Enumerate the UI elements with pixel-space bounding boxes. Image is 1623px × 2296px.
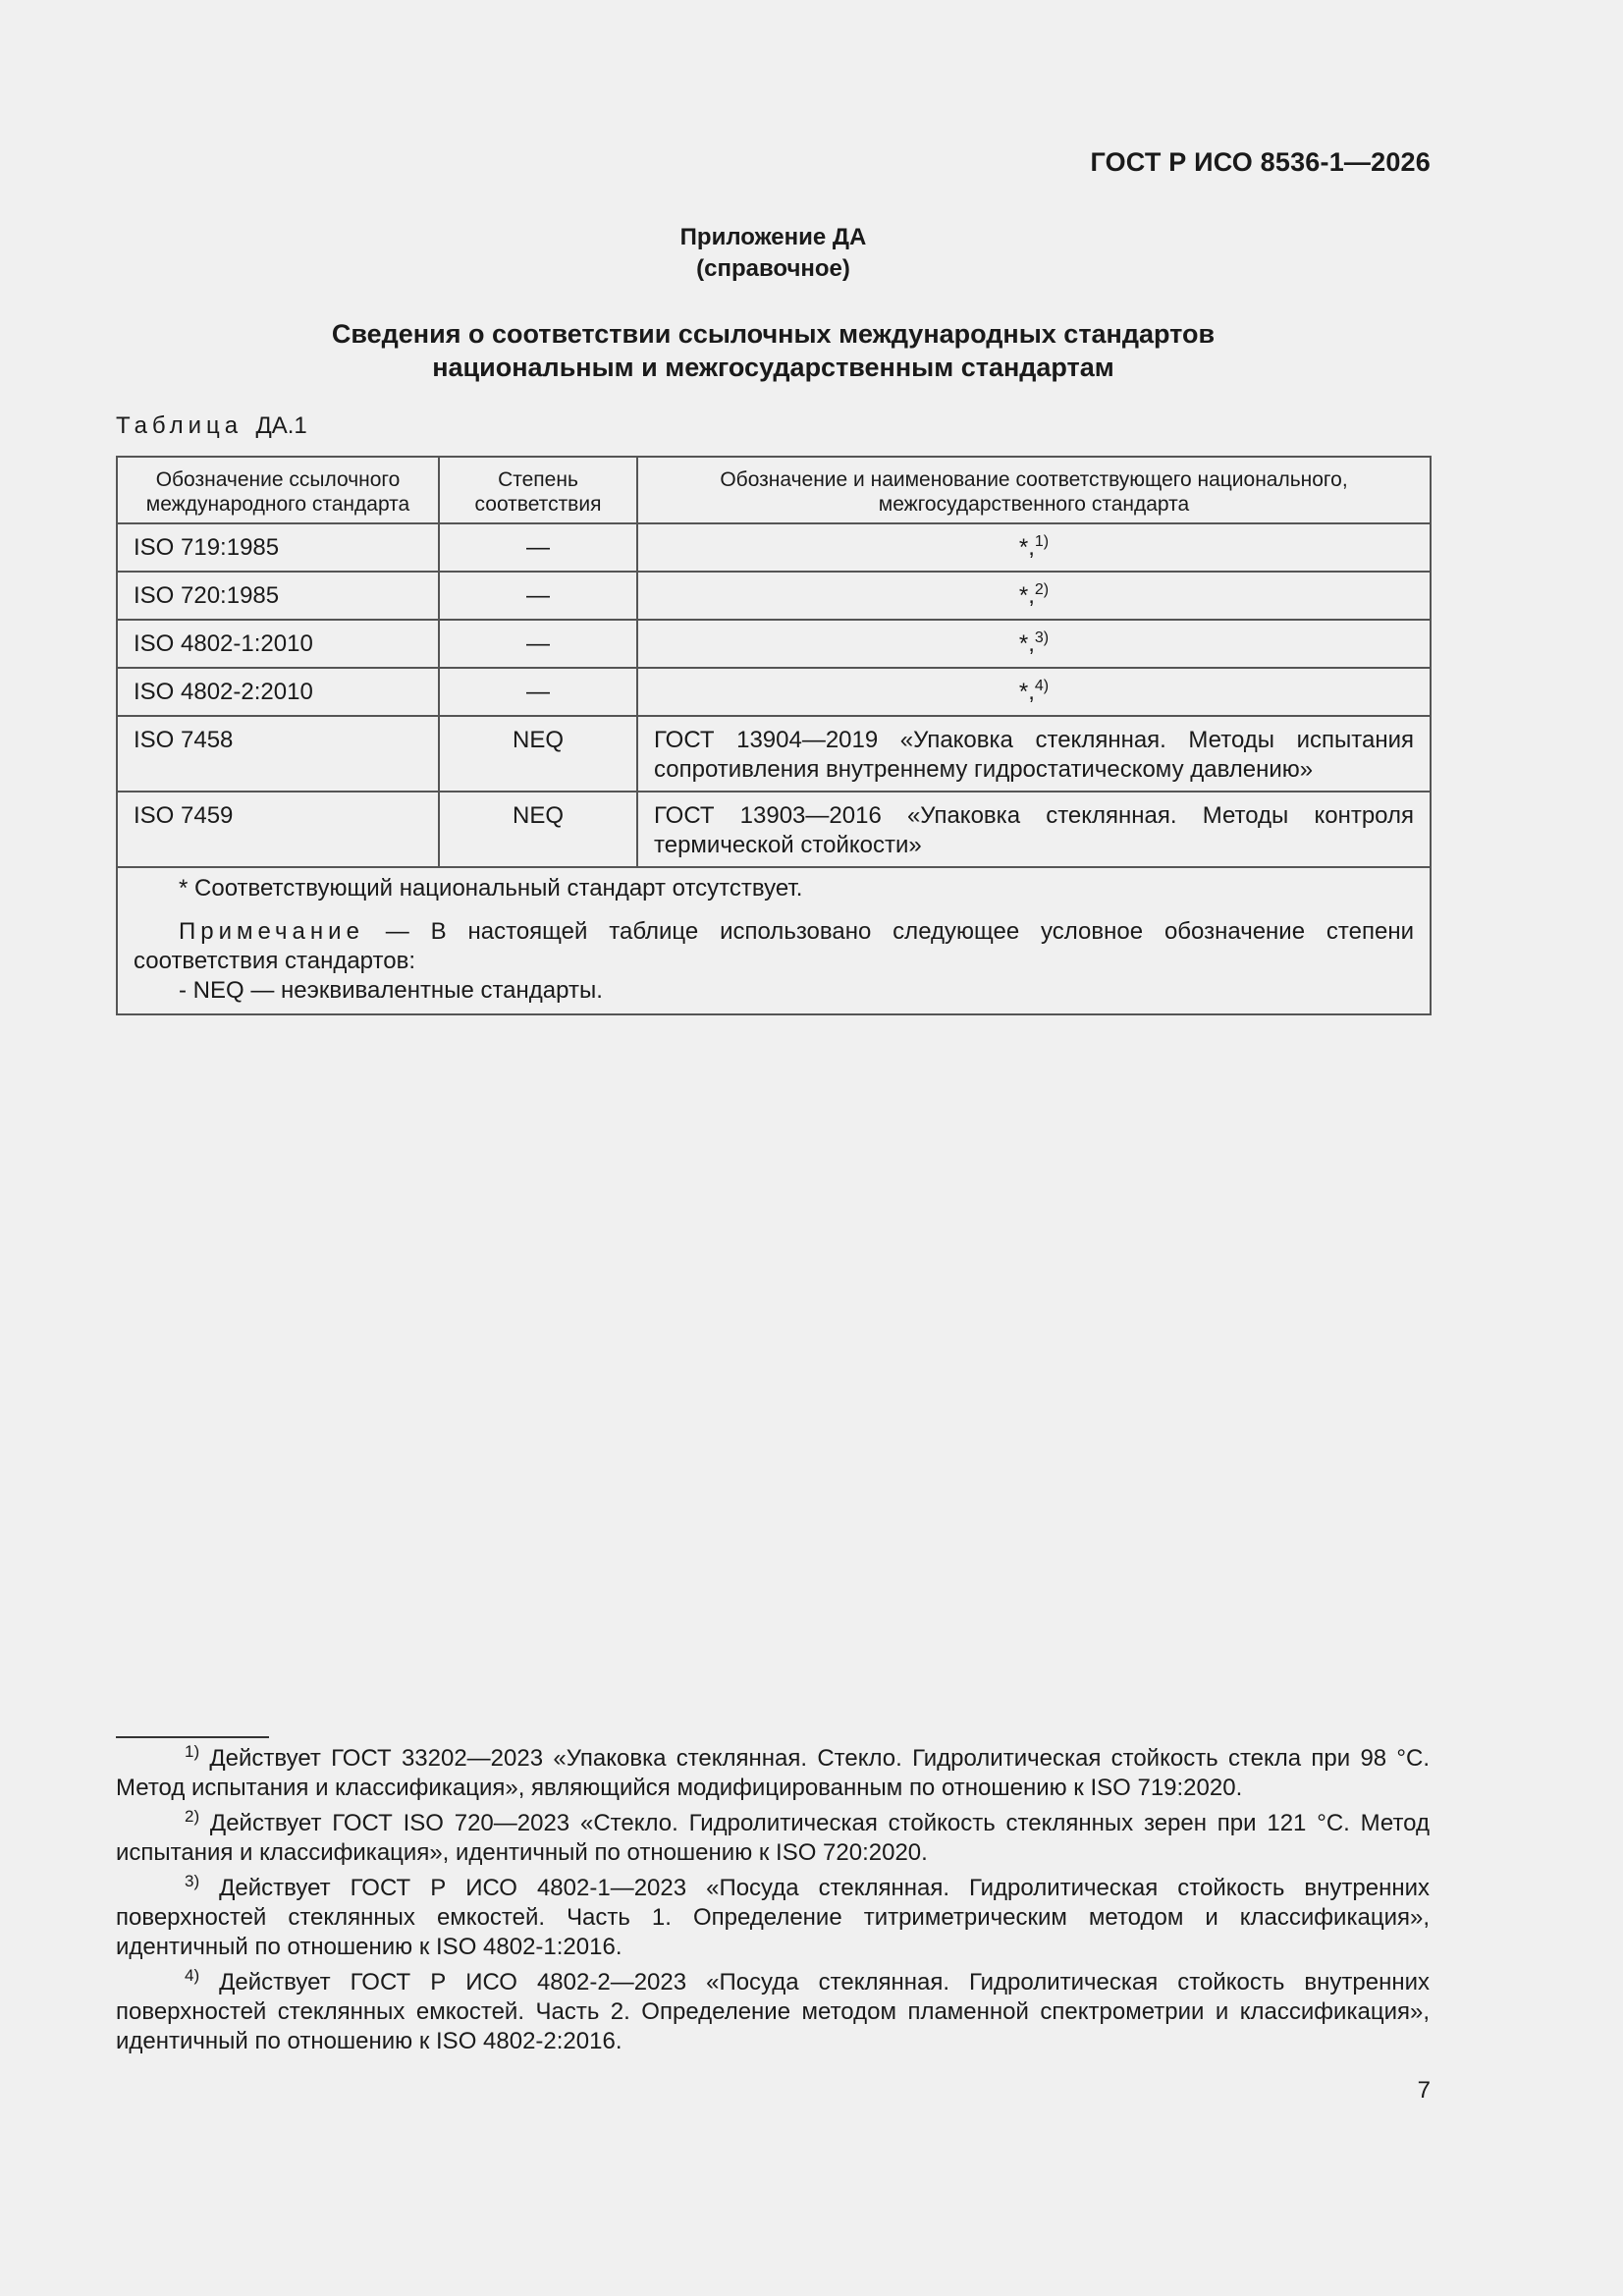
cell-national: ГОСТ 13903—2016 «Упаковка стеклянная. Методы контроля термической стойкости» — [637, 792, 1431, 867]
cell-reference: ISO 7458 — [117, 716, 439, 792]
table-caption-word: Таблица — [116, 412, 243, 439]
table-notes-row — [117, 867, 1431, 1014]
star-note: * Соответствующий национальный стандарт отсутствует. — [179, 875, 803, 902]
table-header-row — [117, 457, 1431, 523]
table-caption-number: ДА.1 — [255, 412, 307, 439]
footnote — [116, 1809, 1430, 1868]
cell-national — [637, 523, 1431, 572]
footnote-mark: 1) — [185, 1742, 200, 1761]
table-row — [117, 523, 1431, 572]
no-standard-mark: *, — [1018, 534, 1035, 561]
page-number: 7 — [1417, 2077, 1431, 2104]
table-row — [117, 716, 1431, 792]
footnote-ref: 3) — [1034, 629, 1050, 646]
table-row — [117, 620, 1431, 668]
cell-degree: — — [439, 620, 637, 668]
footnote-separator — [116, 1736, 269, 1738]
table-row — [117, 668, 1431, 716]
cell-national — [637, 620, 1431, 668]
cell-degree: NEQ — [439, 792, 637, 867]
table-notes — [117, 867, 1431, 1014]
table-row — [117, 792, 1431, 867]
cell-degree: — — [439, 668, 637, 716]
no-standard-mark: *, — [1018, 630, 1035, 657]
footnote-ref: 1) — [1034, 533, 1050, 550]
footnote-mark: 3) — [185, 1872, 200, 1890]
footnote-mark: 4) — [185, 1966, 200, 1985]
annex-subtitle: (справочное) — [696, 255, 850, 282]
note-list-item: - NEQ — неэквивалентные стандарты. — [179, 977, 603, 1004]
cell-reference: ISO 4802-1:2010 — [117, 620, 439, 668]
footnote-text: Действует ГОСТ Р ИСО 4802-1—2023 «Посуда стеклянная. Гидролитическая стойкость внутренних поверхностей стеклянных емкостей. Часть 1. Определение титриметрическим методом и классификация», идентичный по отношению к ISO 4802-1:2016. — [116, 1875, 1430, 1960]
cell-reference: ISO 720:1985 — [117, 572, 439, 620]
column-header-national: Обозначение и наименование соответствующего национального, межгосударственного стандарта — [637, 457, 1431, 523]
column-header-degree: Степень соответствия — [439, 457, 637, 523]
cell-degree: NEQ — [439, 716, 637, 792]
table-row — [117, 572, 1431, 620]
footnote-mark: 2) — [185, 1807, 200, 1826]
standards-table — [116, 456, 1432, 1015]
footnote-ref: 4) — [1034, 678, 1050, 694]
note-label: Примечание — [179, 918, 364, 945]
table-note — [134, 917, 1414, 976]
section-heading — [0, 317, 1546, 384]
footnote-text: Действует ГОСТ ISO 720—2023 «Стекло. Гидролитическая стойкость стеклянных зерен при 121 °С. Метод испытания и классификация», идентичный по отношению к ISO 720:2020. — [116, 1810, 1430, 1866]
footnotes — [116, 1744, 1430, 2062]
footnote — [116, 1874, 1430, 1962]
note-text: — В настоящей таблице использовано следующее условное обозначение степени соответствия стандартов: — [134, 918, 1414, 974]
annex-title: Приложение ДА — [679, 224, 867, 250]
cell-national: ГОСТ 13904—2019 «Упаковка стеклянная. Методы испытания сопротивления внутреннему гидростатическому давлению» — [637, 716, 1431, 792]
table-caption — [116, 412, 307, 440]
cell-national — [637, 668, 1431, 716]
cell-reference: ISO 7459 — [117, 792, 439, 867]
footnote — [116, 1968, 1430, 2056]
column-header-reference: Обозначение ссылочного международного стандарта — [117, 457, 439, 523]
footnote-text: Действует ГОСТ 33202—2023 «Упаковка стеклянная. Стекло. Гидролитическая стойкость стекла при 98 °С. Метод испытания и классификация», являющийся модифицированным по отношению к ISO 719:2020. — [116, 1745, 1430, 1801]
cell-degree: — — [439, 523, 637, 572]
footnote — [116, 1744, 1430, 1803]
cell-reference: ISO 719:1985 — [117, 523, 439, 572]
footnote-ref: 2) — [1034, 581, 1050, 598]
cell-reference: ISO 4802-2:2010 — [117, 668, 439, 716]
heading-line-1: Сведения о соответствии ссылочных международных стандартов — [331, 319, 1216, 349]
cell-degree: — — [439, 572, 637, 620]
no-standard-mark: *, — [1018, 582, 1035, 609]
document-code: ГОСТ Р ИСО 8536-1—2026 — [1090, 147, 1431, 177]
no-standard-mark: *, — [1018, 679, 1035, 705]
heading-line-2: национальным и межгосударственным стандартам — [432, 353, 1114, 382]
footnote-text: Действует ГОСТ Р ИСО 4802-2—2023 «Посуда стеклянная. Гидролитическая стойкость внутренних поверхностей стеклянных емкостей. Часть 2. Определение методом пламенной спектрометрии и классификация», идентичный по отношению к ISO 4802-2:2016. — [116, 1969, 1430, 2054]
cell-national — [637, 572, 1431, 620]
